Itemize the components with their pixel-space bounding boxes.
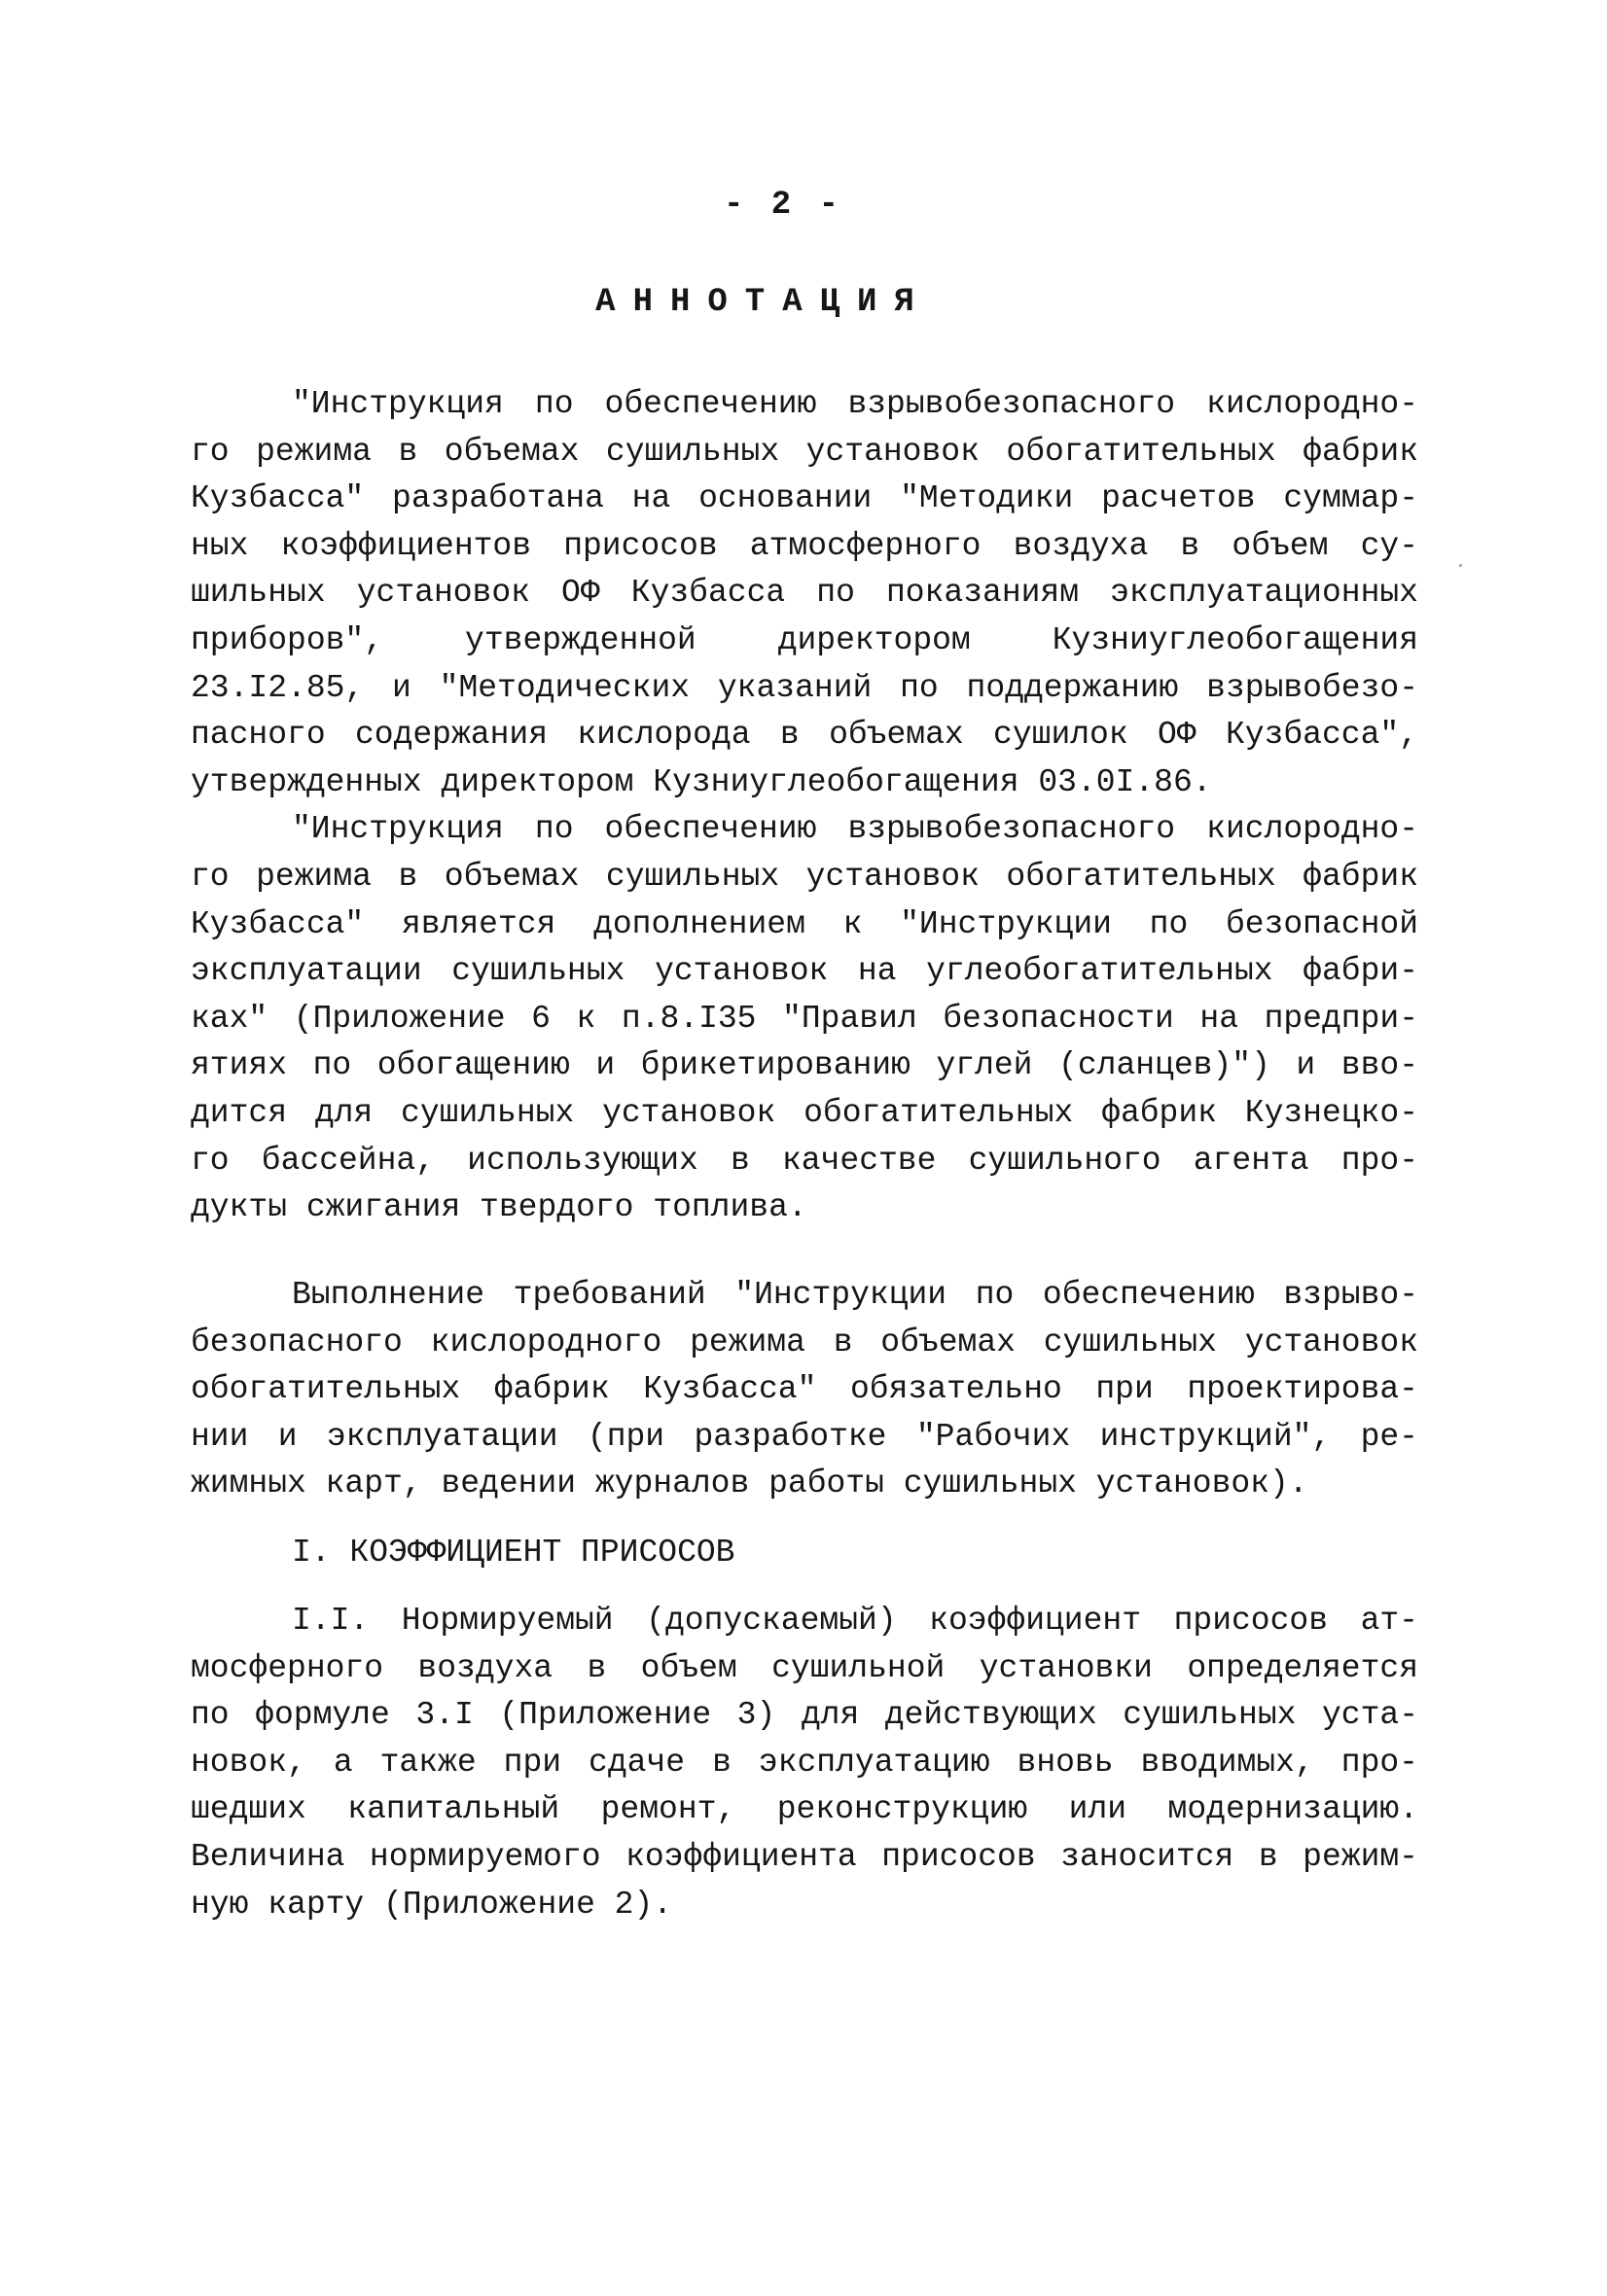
annotation-title: АННОТАЦИЯ: [595, 284, 932, 321]
clause-1-1: [191, 1598, 1418, 1928]
text-line: "Инструкция по обеспечению взрывобезопасного кислородно-: [292, 811, 1418, 848]
text-line: I.I. Нормируемый (допускаемый) коэффициент присосов ат-: [292, 1603, 1418, 1639]
text-line: дится для сушильных установок обогатительных фабрик Кузнецко-: [191, 1094, 1418, 1131]
text-line: шедших капитальный ремонт, реконструкцию или модернизацию.: [191, 1791, 1418, 1828]
page-number: - 2 -: [723, 187, 843, 224]
text-line: обогатительных фабрик Кузбасса" обязательно при проектирова-: [191, 1371, 1418, 1408]
text-line: го режима в объемах сушильных установок обогатительных фабрик: [191, 858, 1418, 895]
annotation-paragraph-3: [191, 1272, 1418, 1508]
scan-speck: [1459, 564, 1462, 567]
text-line: по формуле 3.I (Приложение 3) для действующих сушильных уста-: [191, 1697, 1418, 1734]
text-line: новок, а также при сдаче в эксплуатацию вновь вводимых, про-: [191, 1744, 1418, 1781]
section-heading: I. КОЭФФИЦИЕНТ ПРИСОСОВ: [292, 1535, 735, 1571]
annotation-paragraph-2: [191, 806, 1418, 1231]
text-line: жимных карт, ведении журналов работы сушильных установок).: [191, 1466, 1308, 1502]
annotation-paragraph-1: [191, 381, 1418, 806]
text-line: 23.I2.85, и "Методических указаний по поддержанию взрывобезо-: [191, 669, 1418, 706]
text-line: Кузбасса" является дополнением к "Инструкции по безопасной: [191, 905, 1418, 942]
text-line: утвержденных директором Кузниуглеобогащения 03.0I.86.: [191, 763, 1212, 800]
text-line: Кузбасса" разработана на основании "Методики расчетов суммар-: [191, 480, 1418, 517]
text-line: ных коэффициентов присосов атмосферного воздуха в объем су-: [191, 527, 1418, 564]
text-line: Выполнение требований "Инструкции по обеспечению взрыво-: [292, 1277, 1418, 1313]
text-line: дукты сжигания твердого топлива.: [191, 1189, 807, 1226]
text-line: мосферного воздуха в объем сушильной установки определяется: [191, 1649, 1418, 1686]
text-line: "Инструкция по обеспечению взрывобезопасного кислородно-: [292, 386, 1418, 422]
text-line: пасного содержания кислорода в объемах сушилок ОФ Кузбасса",: [191, 717, 1418, 754]
text-line: ную карту (Приложение 2).: [191, 1886, 673, 1923]
text-line: ках" (Приложение 6 к п.8.I35 "Правил безопасности на предпри-: [191, 1000, 1418, 1037]
annotation-body: [191, 381, 1418, 1232]
text-line: шильных установок ОФ Кузбасса по показаниям эксплуатационных: [191, 575, 1418, 612]
text-line: го бассейна, использующих в качестве сушильного агента про-: [191, 1142, 1418, 1179]
text-line: приборов", утвержденной директором Кузниуглеобогащения: [191, 621, 1418, 658]
text-line: нии и эксплуатации (при разработке "Рабочих инструкций", ре-: [191, 1418, 1418, 1455]
text-line: эксплуатации сушильных установок на углеобогатительных фабри-: [191, 953, 1418, 990]
text-line: безопасного кислородного режима в объемах сушильных установок: [191, 1324, 1418, 1360]
text-line: Величина нормируемого коэффициента присосов заносится в режим-: [191, 1838, 1418, 1875]
text-line: ятиях по обогащению и брикетированию углей (сланцев)") и вво-: [191, 1047, 1418, 1084]
text-line: го режима в объемах сушильных установок обогатительных фабрик: [191, 433, 1418, 470]
